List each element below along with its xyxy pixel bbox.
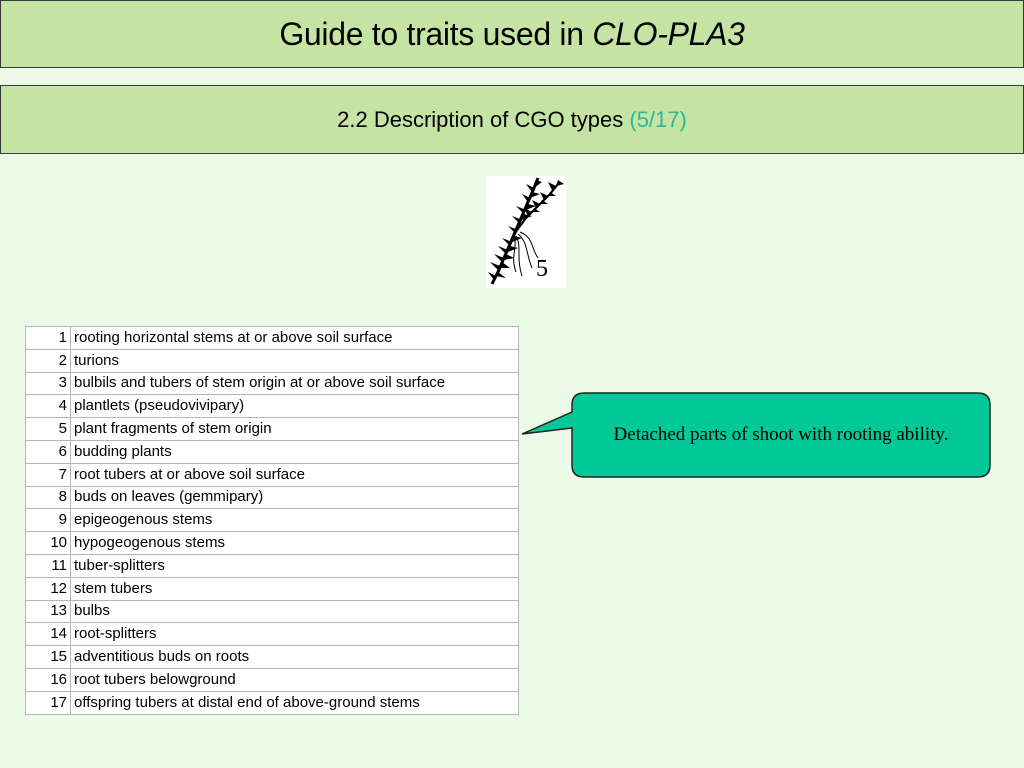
table-row	[26, 327, 519, 350]
table-row	[26, 486, 519, 509]
trait-number: 1	[26, 327, 71, 350]
trait-number: 10	[26, 532, 71, 555]
section-title	[337, 107, 687, 133]
table-row	[26, 668, 519, 691]
table-row	[26, 532, 519, 555]
table-row	[26, 577, 519, 600]
trait-label: adventitious buds on roots	[71, 646, 519, 669]
table-row	[26, 646, 519, 669]
table-row	[26, 349, 519, 372]
trait-label: root tubers at or above soil surface	[71, 463, 519, 486]
slide-title	[279, 16, 744, 53]
slide-title-bar	[0, 0, 1024, 68]
trait-number: 17	[26, 691, 71, 714]
trait-label: plant fragments of stem origin	[71, 418, 519, 441]
cgo-types-table	[25, 326, 519, 715]
trait-number: 14	[26, 623, 71, 646]
trait-number: 3	[26, 372, 71, 395]
trait-number: 13	[26, 600, 71, 623]
trait-label: offspring tubers at distal end of above-ground stems	[71, 691, 519, 714]
trait-label: turions	[71, 349, 519, 372]
trait-number: 16	[26, 668, 71, 691]
trait-rows	[26, 327, 519, 715]
table-row	[26, 418, 519, 441]
table-row	[26, 440, 519, 463]
trait-number: 11	[26, 554, 71, 577]
slide-title-italic: CLO-PLA3	[592, 15, 745, 52]
trait-number: 4	[26, 395, 71, 418]
trait-number: 7	[26, 463, 71, 486]
section-title-text: 2.2 Description of CGO types	[337, 106, 630, 132]
plant-fragment-figure	[486, 176, 566, 288]
trait-label: root tubers belowground	[71, 668, 519, 691]
slide-title-main: Guide to traits used in	[279, 15, 593, 52]
table-row	[26, 372, 519, 395]
section-title-bar	[0, 85, 1024, 154]
table-row	[26, 509, 519, 532]
trait-label: buds on leaves (gemmipary)	[71, 486, 519, 509]
table-row	[26, 623, 519, 646]
trait-label: rooting horizontal stems at or above soil surface	[71, 327, 519, 350]
table-row	[26, 463, 519, 486]
trait-number: 5	[26, 418, 71, 441]
table-row	[26, 554, 519, 577]
plant-fragment-icon	[486, 176, 566, 288]
trait-number: 6	[26, 440, 71, 463]
page-counter: (5/17)	[629, 106, 687, 132]
trait-label: tuber-splitters	[71, 554, 519, 577]
callout-text: Detached parts of shoot with rooting ability.	[613, 424, 949, 445]
trait-number: 15	[26, 646, 71, 669]
trait-number: 8	[26, 486, 71, 509]
table-row	[26, 600, 519, 623]
trait-number: 2	[26, 349, 71, 372]
trait-label: bulbs	[71, 600, 519, 623]
trait-label: stem tubers	[71, 577, 519, 600]
trait-label: hypogeogenous stems	[71, 532, 519, 555]
callout-box	[520, 392, 992, 480]
trait-label: plantlets (pseudovivipary)	[71, 395, 519, 418]
table-row	[26, 691, 519, 714]
table-row	[26, 395, 519, 418]
trait-number: 9	[26, 509, 71, 532]
trait-label: root-splitters	[71, 623, 519, 646]
trait-label: budding plants	[71, 440, 519, 463]
figure-number: 5	[536, 256, 548, 282]
trait-label: epigeogenous stems	[71, 509, 519, 532]
trait-label: bulbils and tubers of stem origin at or above soil surface	[71, 372, 519, 395]
trait-number: 12	[26, 577, 71, 600]
